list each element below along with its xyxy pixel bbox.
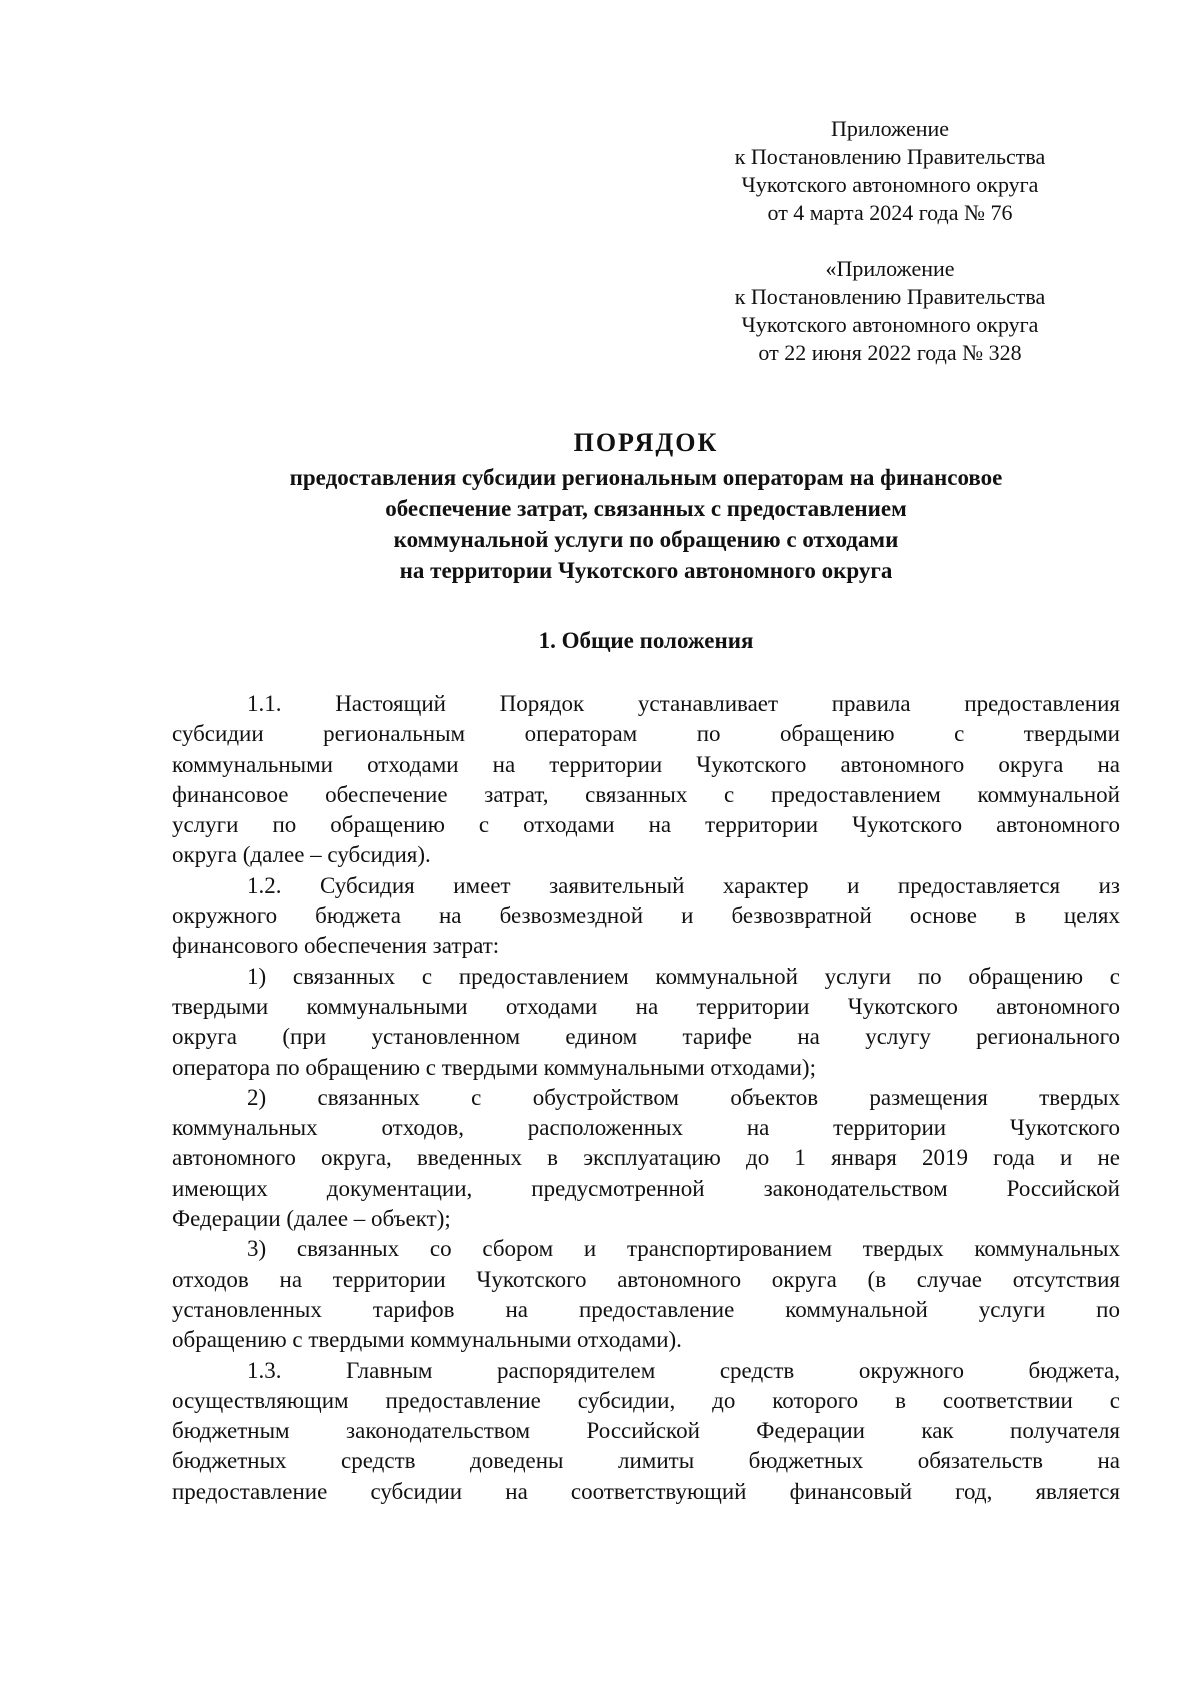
subtitle-line: обеспечение затрат, связанных с предоставлением [385,496,907,521]
body-line: окружного бюджета на безвозмездной и безвозвратной основе в целях [172,903,1120,929]
body-line: 1.2. Субсидия имеет заявительный характер и предоставляется из [247,872,1120,898]
annex-header-original [690,255,1090,367]
body-line: субсидии региональным операторам по обращению с твердыми [172,721,1120,747]
body-line: отходов на территории Чукотского автономного округа (в случае отсутствия [172,1266,1120,1292]
annex-line: Приложение [830,116,950,141]
body-line: округа (при установленном едином тарифе на услугу регионального [172,1024,1120,1050]
body-line: услуги по обращению с отходами на территории Чукотского автономного [172,812,1120,838]
subtitle-line: предоставления субсидии региональным операторам на финансовое [289,465,1003,490]
annex-line: от 4 марта 2024 года № 76 [767,200,1013,225]
document-body [172,689,1120,1507]
body-line: 1) связанных с предоставлением коммунальной услуги по обращению с [247,963,1120,989]
subtitle-line: коммунальной услуги по обращению с отходами [393,527,899,552]
subtitle-line: на территории Чукотского автономного округа [399,558,893,583]
body-line: бюджетным законодательством Российской Федерации как получателя [172,1418,1120,1444]
body-line: обращению с твердыми коммунальными отходами). [172,1327,682,1353]
body-line: коммунальными отходами на территории Чукотского автономного округа на [172,751,1120,777]
body-line: установленных тарифов на предоставление коммунальной услуги по [172,1296,1120,1322]
body-line: 2) связанных с обустройством объектов размещения твердых [247,1084,1120,1110]
annex-line: от 22 июня 2022 года № 328 [758,340,1022,365]
body-line: предоставление субсидии на соответствующий финансовый год, является [172,1478,1120,1504]
document-title-block [172,427,1120,586]
annex-header-current [690,115,1090,227]
body-line: бюджетных средств доведены лимиты бюджетных обязательств на [172,1448,1120,1474]
body-line: финансового обеспечения затрат: [172,933,500,959]
body-line: оператора по обращению с твердыми коммунальными отходами); [172,1054,816,1080]
body-line: коммунальных отходов, расположенных на территории Чукотского [172,1115,1120,1141]
body-line: 1.1. Настоящий Порядок устанавливает правила предоставления [247,691,1120,716]
annex-line: «Приложение [825,256,955,281]
body-line: 1.3. Главным распорядителем средств окружного бюджета, [247,1357,1120,1383]
annex-line: к Постановлению Правительства [734,144,1046,169]
document-title: ПОРЯДОК [573,428,719,457]
body-line: 3) связанных со сбором и транспортированием твердых коммунальных [247,1236,1120,1262]
body-line: осуществляющим предоставление субсидии, до которого в соответствии с [172,1387,1120,1413]
body-line: округа (далее – субсидия). [172,842,431,868]
body-line: автономного округа, введенных в эксплуатацию до 1 января 2019 года и не [172,1145,1120,1171]
document-subtitle [172,462,1120,586]
annex-line: Чукотского автономного округа [741,172,1039,197]
body-line: финансовое обеспечение затрат, связанных с предоставлением коммунальной [172,781,1120,807]
body-line: имеющих документации, предусмотренной законодательством Российской [172,1175,1120,1201]
body-line: Федерации (далее – объект); [172,1206,451,1232]
body-line: твердыми коммунальными отходами на территории Чукотского автономного [172,993,1120,1019]
section-heading: 1. Общие положения [538,628,754,653]
annex-line: к Постановлению Правительства [734,284,1046,309]
annex-line: Чукотского автономного округа [741,312,1039,337]
